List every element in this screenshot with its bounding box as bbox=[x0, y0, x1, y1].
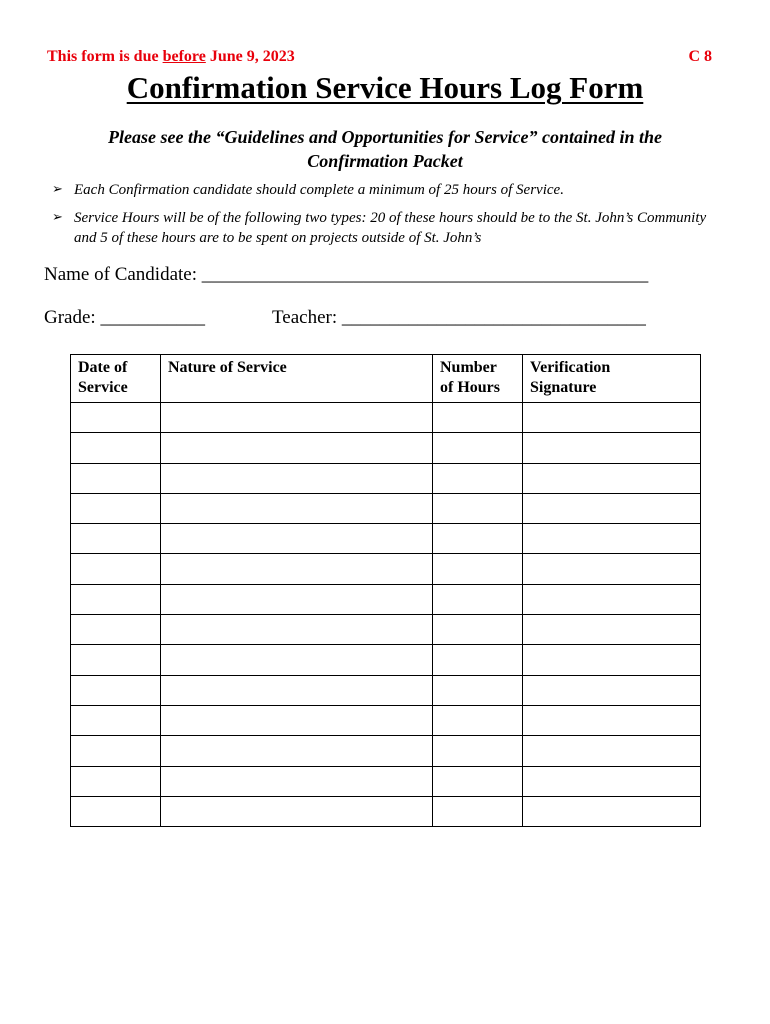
hours-cell[interactable] bbox=[433, 675, 523, 705]
hours-cell[interactable] bbox=[433, 736, 523, 766]
table-row bbox=[71, 403, 701, 433]
signature-cell[interactable] bbox=[523, 463, 701, 493]
due-suffix: June 9, 2023 bbox=[205, 48, 295, 65]
signature-cell[interactable] bbox=[523, 675, 701, 705]
nature-cell[interactable] bbox=[161, 403, 433, 433]
hours-cell[interactable] bbox=[433, 705, 523, 735]
date-cell[interactable] bbox=[71, 493, 161, 523]
signature-cell[interactable] bbox=[523, 403, 701, 433]
date-cell[interactable] bbox=[71, 705, 161, 735]
nature-cell[interactable] bbox=[161, 705, 433, 735]
subtitle-line-1: Please see the “Guidelines and Opportunities for Service” contained in the bbox=[108, 127, 662, 147]
nature-cell[interactable] bbox=[161, 736, 433, 766]
table-row bbox=[71, 433, 701, 463]
table-row bbox=[71, 645, 701, 675]
table-row bbox=[71, 766, 701, 796]
nature-cell[interactable] bbox=[161, 645, 433, 675]
candidate-name-blank[interactable]: _______________________________________________ bbox=[201, 264, 649, 285]
date-cell[interactable] bbox=[71, 615, 161, 645]
hours-cell[interactable] bbox=[433, 615, 523, 645]
nature-cell[interactable] bbox=[161, 675, 433, 705]
grade-field[interactable] bbox=[44, 307, 205, 329]
candidate-name-field[interactable] bbox=[44, 264, 648, 286]
nature-cell[interactable] bbox=[161, 433, 433, 463]
signature-cell[interactable] bbox=[523, 554, 701, 584]
header-number-of-hours: Number of Hours bbox=[433, 355, 523, 403]
date-cell[interactable] bbox=[71, 463, 161, 493]
signature-cell[interactable] bbox=[523, 615, 701, 645]
nature-cell[interactable] bbox=[161, 796, 433, 826]
hours-cell[interactable] bbox=[433, 403, 523, 433]
table-header-row bbox=[71, 355, 701, 403]
service-hours-table bbox=[70, 354, 701, 827]
signature-cell[interactable] bbox=[523, 705, 701, 735]
signature-cell[interactable] bbox=[523, 766, 701, 796]
teacher-label: Teacher: bbox=[272, 307, 338, 328]
form-title: Confirmation Service Hours Log Form bbox=[126, 70, 644, 105]
hours-cell[interactable] bbox=[433, 584, 523, 614]
arrow-bullet-icon: ➢ bbox=[52, 210, 63, 225]
nature-cell[interactable] bbox=[161, 524, 433, 554]
subtitle bbox=[60, 125, 710, 173]
hours-cell[interactable] bbox=[433, 766, 523, 796]
hours-cell[interactable] bbox=[433, 796, 523, 826]
hours-cell[interactable] bbox=[433, 554, 523, 584]
candidate-name-label: Name of Candidate: bbox=[44, 264, 198, 285]
arrow-bullet-icon: ➢ bbox=[52, 182, 63, 197]
hours-cell[interactable] bbox=[433, 463, 523, 493]
signature-cell[interactable] bbox=[523, 645, 701, 675]
due-emphasis: before bbox=[162, 48, 206, 65]
date-cell[interactable] bbox=[71, 403, 161, 433]
header-date-of-service: Date of Service bbox=[71, 355, 161, 403]
signature-cell[interactable] bbox=[523, 736, 701, 766]
nature-cell[interactable] bbox=[161, 463, 433, 493]
teacher-field[interactable] bbox=[272, 307, 646, 329]
nature-cell[interactable] bbox=[161, 584, 433, 614]
header-verification-signature: Verification Signature bbox=[523, 355, 701, 403]
table-row bbox=[71, 463, 701, 493]
table-row bbox=[71, 736, 701, 766]
grade-blank[interactable]: ___________ bbox=[100, 307, 205, 328]
date-cell[interactable] bbox=[71, 645, 161, 675]
bullet-list bbox=[52, 180, 712, 256]
signature-cell[interactable] bbox=[523, 433, 701, 463]
form-code: C 8 bbox=[688, 48, 712, 65]
signature-cell[interactable] bbox=[523, 493, 701, 523]
signature-cell[interactable] bbox=[523, 584, 701, 614]
date-cell[interactable] bbox=[71, 584, 161, 614]
subtitle-line-2: Confirmation Packet bbox=[307, 151, 463, 171]
bullet-text: Service Hours will be of the following two types: 20 of these hours should be to the St. John’s Community and 5 of these hours are to be spent on projects outside of St. John’s bbox=[74, 210, 707, 246]
table-row bbox=[71, 524, 701, 554]
date-cell[interactable] bbox=[71, 796, 161, 826]
bullet-text: Each Confirmation candidate should complete a minimum of 25 hours of Service. bbox=[74, 182, 564, 198]
due-prefix: This form is due bbox=[47, 48, 163, 65]
table-row bbox=[71, 493, 701, 523]
nature-cell[interactable] bbox=[161, 766, 433, 796]
date-cell[interactable] bbox=[71, 675, 161, 705]
bullet-item bbox=[52, 180, 712, 200]
hours-cell[interactable] bbox=[433, 493, 523, 523]
due-date-notice bbox=[47, 48, 295, 66]
hours-cell[interactable] bbox=[433, 645, 523, 675]
table-body bbox=[71, 403, 701, 827]
bullet-item bbox=[52, 208, 712, 248]
signature-cell[interactable] bbox=[523, 524, 701, 554]
hours-cell[interactable] bbox=[433, 433, 523, 463]
date-cell[interactable] bbox=[71, 554, 161, 584]
table-row bbox=[71, 584, 701, 614]
signature-cell[interactable] bbox=[523, 796, 701, 826]
grade-label: Grade: bbox=[44, 307, 96, 328]
date-cell[interactable] bbox=[71, 524, 161, 554]
table-row bbox=[71, 615, 701, 645]
nature-cell[interactable] bbox=[161, 493, 433, 523]
teacher-blank[interactable]: ________________________________ bbox=[341, 307, 646, 328]
table-row bbox=[71, 675, 701, 705]
table-row bbox=[71, 705, 701, 735]
date-cell[interactable] bbox=[71, 766, 161, 796]
header-nature-of-service: Nature of Service bbox=[161, 355, 433, 403]
date-cell[interactable] bbox=[71, 433, 161, 463]
nature-cell[interactable] bbox=[161, 554, 433, 584]
date-cell[interactable] bbox=[71, 736, 161, 766]
hours-cell[interactable] bbox=[433, 524, 523, 554]
table-row bbox=[71, 554, 701, 584]
nature-cell[interactable] bbox=[161, 615, 433, 645]
table-row bbox=[71, 796, 701, 826]
